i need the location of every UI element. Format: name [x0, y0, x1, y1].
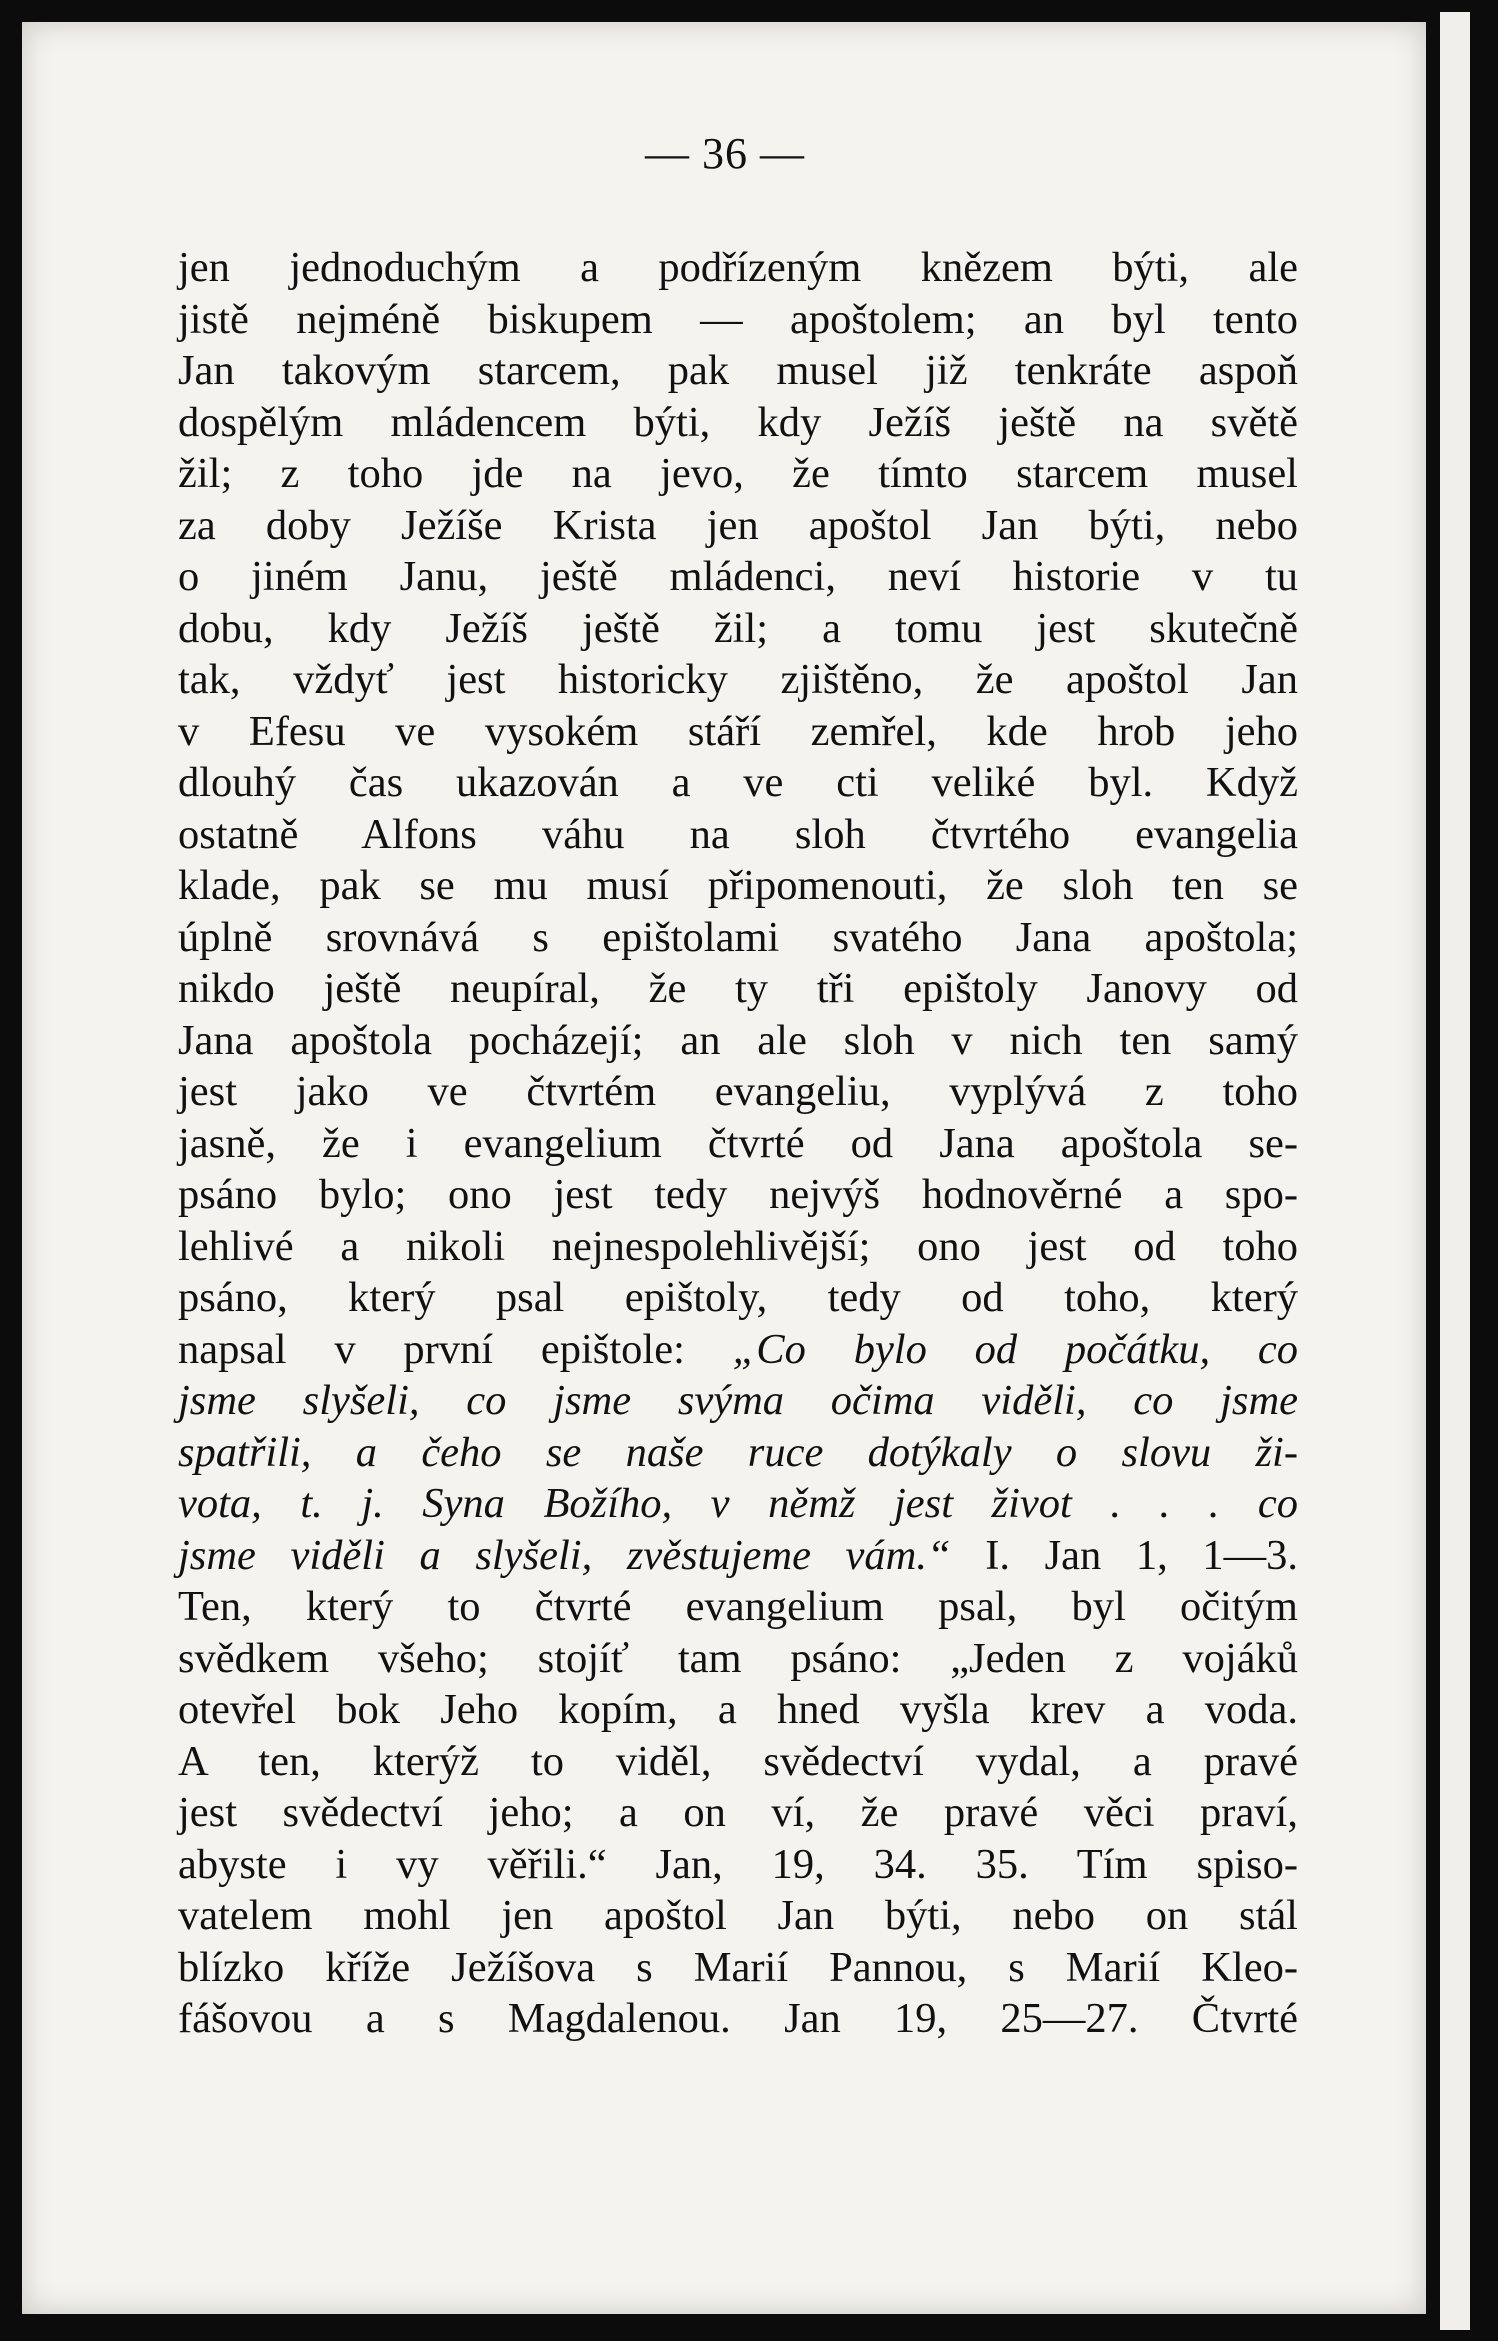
text-line: [178, 1324, 1298, 1376]
text-line: fášovou a s Magdalenou. Jan 19, 25—27. Čtvrté: [178, 1995, 1298, 2042]
text-line: žil; z toho jde na jevo, že tímto starcem musel: [178, 450, 1298, 497]
text-line: Ten, který to čtvrté evangelium psal, byl očitým: [178, 1583, 1298, 1630]
body-text: [178, 242, 1298, 2045]
text-line: jen jednoduchým a podřízeným knězem býti, ale: [178, 244, 1298, 291]
next-page-edge: [1440, 12, 1470, 2330]
text-line: dospělým mládencem býti, kdy Ježíš ještě na světě: [178, 398, 1298, 446]
text-line: psáno bylo; ono jest tedy nejvýš hodnověrné a spo-: [178, 1171, 1298, 1218]
text-line: v Efesu ve vysokém stáří zemřel, kde hrob jeho: [178, 707, 1298, 755]
text-line: jistě nejméně biskupem — apoštolem; an byl tento: [178, 295, 1298, 343]
text-line: lehlivé a nikoli nejnespolehlivější; ono jest od toho: [178, 1222, 1298, 1270]
text-line: psáno, který psal epištoly, tedy od toho, který: [178, 1274, 1298, 1321]
text-line: vatelem mohl jen apoštol Jan býti, nebo on stál: [178, 1892, 1298, 1939]
text-line: Jana apoštola pocházejí; an ale sloh v nich ten samý: [178, 1016, 1298, 1064]
text-line: ostatně Alfons váhu na sloh čtvrtého evangelia: [178, 810, 1298, 858]
quote-line: spatřili, a čeho se naše ruce dotýkaly o slovu ži-: [178, 1428, 1298, 1476]
quote-segment: „Co bylo od počátku, co: [732, 1325, 1298, 1373]
text-line: blízko kříže Ježíšova s Marií Pannou, s Marií Kleo-: [178, 1943, 1298, 1991]
text-segment: I. Jan 1, 1—3.: [950, 1531, 1298, 1579]
text-line: dlouhý čas ukazován a ve cti veliké byl. Když: [178, 759, 1298, 806]
text-line: klade, pak se mu musí připomenouti, že sloh ten se: [178, 862, 1298, 909]
text-line: za doby Ježíše Krista jen apoštol Jan býti, nebo: [178, 501, 1298, 549]
text-line: úplně srovnává s epištolami svatého Jana apoštola;: [178, 913, 1298, 961]
text-line: svědkem všeho; stojíť tam psáno: „Jeden z vojáků: [178, 1634, 1298, 1682]
text-line: dobu, kdy Ježíš ještě žil; a tomu jest skutečně: [178, 604, 1298, 652]
quote-line: vota, t. j. Syna Božího, v němž jest život . . . co: [178, 1480, 1298, 1527]
text-line: tak, vždyť jest historicky zjištěno, že apoštol Jan: [178, 656, 1298, 703]
quote-segment: jsme viděli a slyšeli, zvěstujeme vám.“: [178, 1531, 951, 1579]
page-number: — 36 —: [645, 129, 805, 178]
text-line: otevřel bok Jeho kopím, a hned vyšla krev a voda.: [178, 1686, 1298, 1733]
text-line: o jiném Janu, ještě mládenci, neví historie v tu: [178, 553, 1298, 600]
text-line: jest jako ve čtvrtém evangeliu, vyplývá z toho: [178, 1068, 1298, 1115]
text-line: jest svědectví jeho; a on ví, že pravé věci praví,: [178, 1789, 1298, 1836]
text-line: A ten, kterýž to viděl, svědectví vydal, a pravé: [178, 1737, 1298, 1785]
text-line: jasně, že i evangelium čtvrté od Jana apoštola se-: [178, 1119, 1298, 1167]
quote-line: jsme slyšeli, co jsme svýma očima viděli, co jsme: [178, 1377, 1298, 1424]
text-line: abyste i vy věřili.“ Jan, 19, 34. 35. Tím spiso-: [178, 1840, 1298, 1888]
text-line: Jan takovým starcem, pak musel již tenkráte aspoň: [178, 347, 1298, 394]
text-segment: napsal v první epištole:: [178, 1325, 733, 1373]
text-line: [178, 1530, 1298, 1582]
text-line: nikdo ještě neupíral, že ty tři epištoly Janovy od: [178, 965, 1298, 1012]
